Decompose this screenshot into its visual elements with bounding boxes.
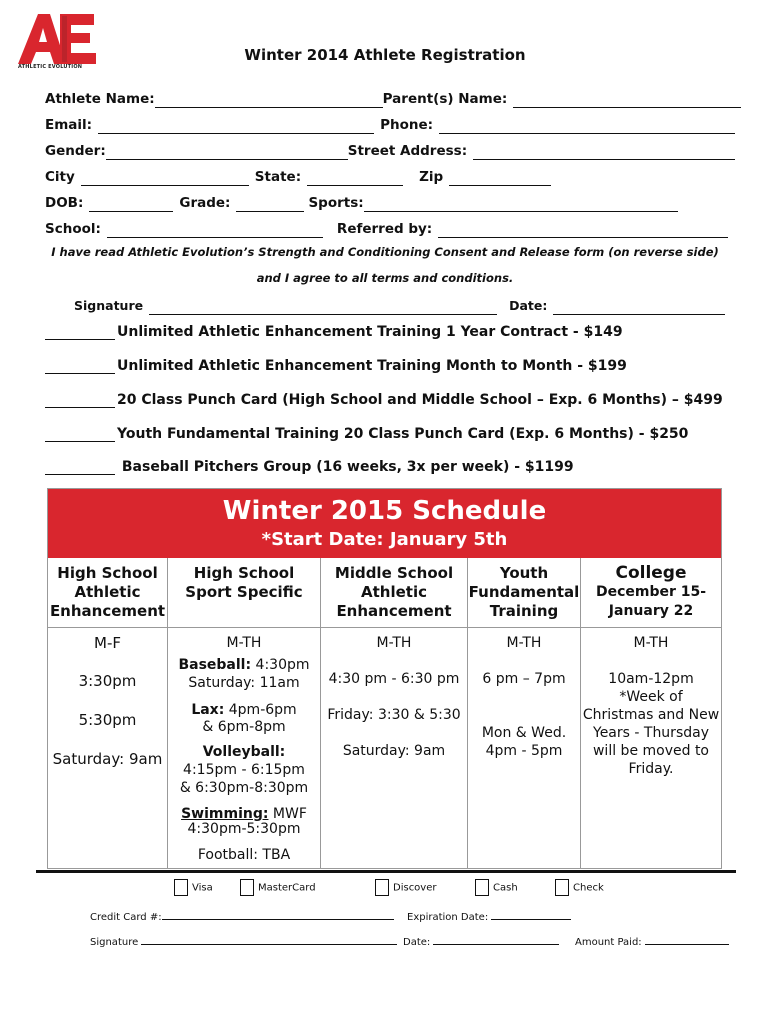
form-title: Winter 2014 Athlete Registration — [244, 46, 526, 64]
swimming-time: 4:30pm-5:30pm — [187, 821, 301, 837]
column-heading: High School Athletic Enhancement — [48, 558, 167, 628]
volleyball-label: Volleyball: — [202, 744, 286, 760]
grade-label: Grade: — [179, 195, 231, 211]
column-heading: Youth Fundamental Training — [468, 558, 580, 628]
row-names — [45, 88, 741, 108]
zip-field[interactable] — [449, 171, 551, 186]
option-pitchers-group[interactable] — [45, 459, 574, 475]
row-dob — [45, 192, 678, 212]
lax-time: Lax: 4pm-6pm — [191, 702, 297, 718]
column-heading: High School Sport Specific — [168, 558, 320, 628]
signature-field[interactable] — [149, 300, 497, 315]
swimming-days: Swimming: MWF — [181, 806, 307, 822]
row-contact — [45, 114, 735, 134]
option-checkline[interactable] — [45, 359, 115, 374]
payment-visa[interactable] — [174, 879, 213, 896]
option-month-to-month[interactable] — [45, 358, 627, 374]
email-field[interactable] — [98, 119, 374, 134]
mastercard-label: MasterCard — [258, 882, 316, 894]
school-label: School: — [45, 221, 101, 237]
mastercard-checkbox[interactable] — [240, 879, 254, 896]
volleyball-time-2: & 6:30pm-8:30pm — [179, 780, 309, 796]
date-label: Date: — [509, 298, 548, 313]
option-label: Baseball Pitchers Group (16 weeks, 3x per week) - $1199 — [117, 459, 574, 475]
dob-field[interactable] — [89, 197, 173, 212]
schedule-start-date: *Start Date: January 5th — [261, 529, 508, 550]
phone-field[interactable] — [439, 119, 735, 134]
check-label: Check — [573, 882, 604, 894]
payment-signature-field[interactable] — [141, 934, 397, 945]
athlete-name-field[interactable] — [155, 93, 383, 108]
col-hs-sport-specific — [168, 558, 321, 868]
baseball-saturday: Saturday: 11am — [188, 675, 300, 691]
payment-check[interactable] — [555, 879, 604, 896]
street-address-label: Street Address: — [347, 143, 468, 159]
parents-name-field[interactable] — [513, 93, 741, 108]
payment-date-label: Date: — [403, 937, 431, 948]
option-label: 20 Class Punch Card (High School and Middle School – Exp. 6 Months) – $499 — [117, 392, 723, 408]
expiration-row — [407, 909, 571, 923]
payment-date-row — [403, 934, 559, 948]
row-signature — [74, 295, 725, 315]
payment-mastercard[interactable] — [240, 879, 316, 896]
referred-by-field[interactable] — [438, 223, 728, 238]
row-address — [45, 140, 735, 160]
col-youth-fundamental — [468, 558, 581, 868]
amount-paid-label: Amount Paid: — [575, 937, 642, 948]
time-slot: 6 pm – 7pm — [482, 671, 566, 687]
note-line: Friday. — [628, 761, 674, 777]
option-youth-punch[interactable] — [45, 426, 688, 442]
expiration-field[interactable] — [491, 909, 571, 920]
lax-time-2: & 6pm-8pm — [202, 719, 286, 735]
option-checkline[interactable] — [45, 427, 115, 442]
athlete-name-label: Athlete Name: — [45, 91, 155, 107]
sports-field[interactable] — [364, 197, 678, 212]
days: M-TH — [376, 635, 412, 651]
payment-cash[interactable] — [475, 879, 518, 896]
state-field[interactable] — [307, 171, 403, 186]
col-ms-athletic-enhancement — [321, 558, 468, 868]
amount-paid-field[interactable] — [645, 934, 729, 945]
time-slot: 4:30 pm - 6:30 pm — [328, 671, 460, 687]
email-label: Email: — [45, 117, 93, 133]
cash-label: Cash — [493, 882, 518, 894]
section-divider — [36, 870, 736, 873]
payment-date-field[interactable] — [433, 934, 559, 945]
note-line: Years - Thursday — [593, 725, 709, 741]
discover-checkbox[interactable] — [375, 879, 389, 896]
grade-field[interactable] — [236, 197, 304, 212]
col-college — [581, 558, 721, 868]
note-line: *Week of — [619, 689, 683, 705]
dob-label: DOB: — [45, 195, 84, 211]
time-slot: 5:30pm — [78, 711, 137, 729]
logo-tagline: ATHLETIC EVOLUTION — [18, 64, 83, 70]
amount-paid-row — [575, 934, 729, 948]
time-slot: 10am-12pm — [608, 671, 694, 687]
zip-label: Zip — [419, 169, 444, 185]
cash-checkbox[interactable] — [475, 879, 489, 896]
schedule-table — [47, 488, 722, 869]
column-heading: College December 15- January 22 — [581, 558, 721, 628]
option-checkline[interactable] — [45, 393, 115, 408]
time-slot: 4pm - 5pm — [485, 743, 563, 759]
row-city — [45, 166, 551, 186]
option-label: Unlimited Athletic Enhancement Training Month to Month - $199 — [117, 358, 627, 374]
payment-signature-row — [90, 934, 397, 948]
expiration-label: Expiration Date: — [407, 912, 489, 923]
volleyball-time: 4:15pm - 6:15pm — [183, 762, 305, 778]
schedule-title: Winter 2015 Schedule — [222, 496, 547, 526]
city-label: City — [45, 169, 75, 185]
phone-label: Phone: — [380, 117, 434, 133]
row-school — [45, 218, 728, 238]
days: M-F — [94, 634, 121, 652]
credit-card-label: Credit Card #: — [90, 912, 162, 923]
gender-field[interactable] — [106, 145, 348, 160]
note-line: will be moved to — [592, 743, 709, 759]
street-address-field[interactable] — [473, 145, 735, 160]
visa-label: Visa — [192, 882, 213, 894]
parents-name-label: Parent(s) Name: — [382, 91, 508, 107]
option-year-contract[interactable] — [45, 324, 623, 340]
sports-label: Sports: — [308, 195, 364, 211]
time-slot: 3:30pm — [78, 672, 137, 690]
time-slot: Saturday: 9am — [342, 743, 446, 759]
option-label: Unlimited Athletic Enhancement Training 1 Year Contract - $149 — [117, 324, 623, 340]
consent-line-2: and I agree to all terms and conditions. — [256, 271, 514, 285]
payment-signature-label: Signature — [90, 937, 139, 948]
credit-card-field[interactable] — [162, 909, 394, 920]
days: M-TH — [633, 635, 669, 651]
state-label: State: — [254, 169, 302, 185]
option-label: Youth Fundamental Training 20 Class Punch Card (Exp. 6 Months) - $250 — [117, 426, 689, 442]
gender-label: Gender: — [45, 143, 106, 159]
option-checkline[interactable] — [45, 325, 115, 340]
option-checkline[interactable] — [45, 460, 115, 475]
check-checkbox[interactable] — [555, 879, 569, 896]
signature-label: Signature — [74, 298, 144, 313]
consent-line-1: I have read Athletic Evolution’s Strength and Conditioning Consent and Release form (on reverse side) — [51, 245, 719, 259]
note-line: Christmas and New — [582, 707, 720, 723]
credit-card-row — [90, 909, 394, 923]
baseball-time: Baseball: 4:30pm — [178, 657, 310, 673]
column-heading: Middle School Athletic Enhancement — [321, 558, 467, 628]
days: M-TH — [226, 635, 262, 651]
football-time: Football: TBA — [197, 847, 291, 863]
payment-discover[interactable] — [375, 879, 437, 896]
days: M-TH — [506, 635, 542, 651]
time-slot: Mon & Wed. — [481, 725, 567, 741]
time-slot: Friday: 3:30 & 5:30 — [327, 707, 461, 723]
city-field[interactable] — [81, 171, 249, 186]
referred-by-label: Referred by: — [336, 221, 433, 237]
schedule-header — [48, 489, 721, 558]
discover-label: Discover — [393, 882, 437, 894]
school-field[interactable] — [107, 223, 323, 238]
visa-checkbox[interactable] — [174, 879, 188, 896]
time-slot: Saturday: 9am — [52, 750, 163, 768]
date-field[interactable] — [553, 300, 725, 315]
option-20-class-punch[interactable] — [45, 392, 723, 408]
col-hs-athletic-enhancement — [48, 558, 168, 868]
